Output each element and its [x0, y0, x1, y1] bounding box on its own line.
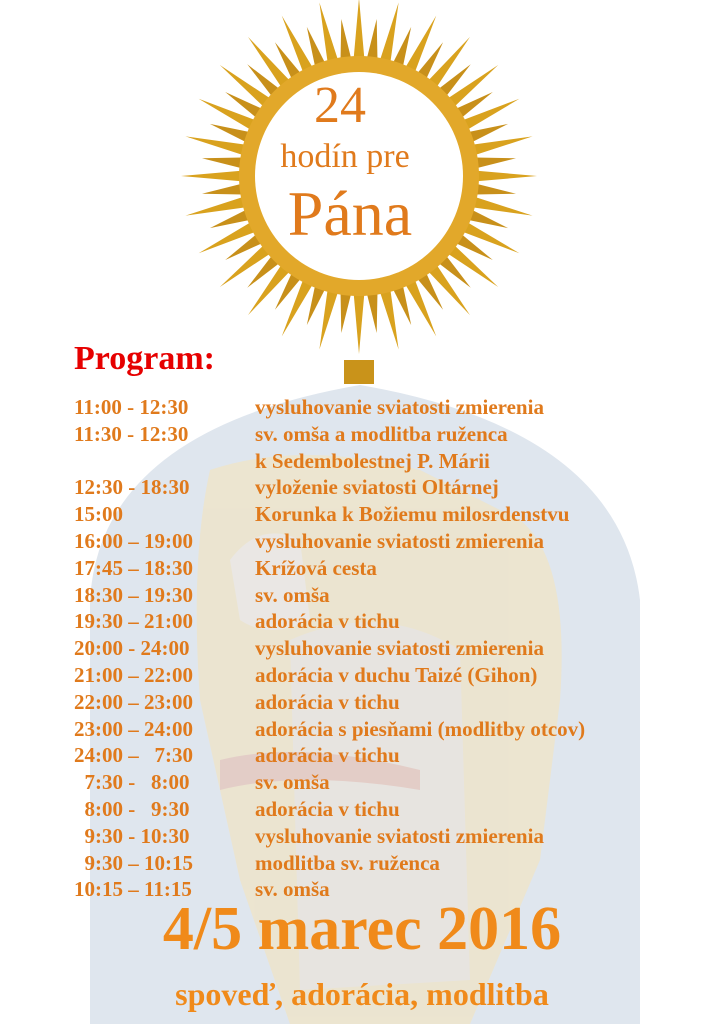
schedule-time: 7:30 - 8:00 [74, 770, 190, 795]
schedule-activity: vysluhovanie sviatosti zmierenia [255, 823, 544, 848]
schedule-time: 9:30 - 10:30 [74, 823, 190, 848]
schedule-time: 24:00 – 7:30 [74, 743, 193, 768]
sunburst-ray [428, 37, 470, 87]
schedule-row [74, 743, 674, 770]
schedule-time: 16:00 – 19:00 [74, 528, 193, 553]
schedule-time: 18:30 – 19:30 [74, 582, 193, 607]
title-line-hours: hodín pre [280, 138, 410, 175]
schedule-activity: adorácia s piesňami (modlitby otcov) [255, 716, 586, 741]
sunburst-ray [210, 210, 250, 228]
sunburst-ray [220, 65, 270, 107]
schedule-time: 21:00 – 22:00 [74, 662, 193, 687]
sunburst-ray [428, 265, 470, 315]
schedule-row [74, 717, 674, 744]
schedule-activity: sv. omša [255, 582, 330, 607]
schedule-time: 12:30 - 18:30 [74, 475, 190, 500]
sunburst-ray [367, 293, 378, 333]
sunburst-ray [354, 294, 365, 354]
schedule-time: 19:30 – 21:00 [74, 609, 193, 634]
schedule-activity: vysluhovanie sviatosti zmierenia [255, 395, 544, 419]
schedule-activity: vysluhovanie sviatosti zmierenia [255, 528, 544, 553]
sunburst-ray [473, 136, 533, 155]
schedule-row [74, 449, 674, 476]
schedule-row [74, 770, 674, 797]
schedule-row [74, 690, 674, 717]
sunburst-ray [341, 293, 352, 333]
schedule-time: 10:15 – 11:15 [74, 877, 192, 902]
sunburst-ray [448, 245, 498, 287]
schedule-activity: adorácia v tichu [255, 743, 400, 768]
schedule-activity: vyloženie sviatosti Oltárnej [255, 475, 499, 500]
sunburst-ray [210, 124, 250, 142]
schedule-activity: Krížová cesta [255, 555, 377, 580]
sunburst-ray [448, 65, 498, 107]
schedule-activity: adorácia v tichu [255, 609, 400, 634]
schedule-time: 11:30 - 12:30 [74, 421, 189, 446]
schedule-time: 20:00 - 24:00 [74, 636, 190, 661]
schedule-row [74, 636, 674, 663]
sunburst-ray [185, 197, 245, 216]
program-heading: Program: [74, 340, 215, 377]
sunburst-ray [202, 158, 242, 169]
schedule-activity: adorácia v tichu [255, 796, 400, 821]
schedule-time: 17:45 – 18:30 [74, 555, 193, 580]
schedule-row [74, 851, 674, 878]
sunburst-ray [248, 265, 290, 315]
sunburst-ray [220, 245, 270, 287]
title-number: 24 [314, 77, 366, 134]
schedule-time: 23:00 – 24:00 [74, 716, 193, 741]
schedule-row [74, 502, 674, 529]
schedule-row [74, 824, 674, 851]
schedule-row [74, 529, 674, 556]
schedule-activity: modlitba sv. ruženca [255, 850, 440, 875]
schedule-row [74, 395, 674, 422]
sunburst-ray [181, 171, 241, 182]
schedule-list [74, 395, 674, 904]
title-line-lord: Pána [287, 178, 413, 249]
sunburst-ray [473, 197, 533, 216]
schedule-activity: Korunka k Božiemu milosrdenstvu [255, 502, 570, 527]
sunburst-ray [380, 290, 399, 350]
event-subtitle: spoveď, adorácia, modlitba [175, 976, 549, 1012]
schedule-row [74, 422, 674, 449]
schedule-time: 15:00 [74, 502, 123, 527]
sunburst-ray [319, 290, 338, 350]
sunburst-ray [341, 19, 352, 59]
schedule-time: 22:00 – 23:00 [74, 689, 193, 714]
schedule-row [74, 663, 674, 690]
sunburst-ray [319, 2, 338, 62]
schedule-time: 9:30 – 10:15 [74, 850, 193, 875]
sunburst-ray [248, 37, 290, 87]
sunburst-ray [393, 286, 411, 326]
sunburst-ray [367, 19, 378, 59]
sunburst-ray [202, 184, 242, 195]
schedule-activity: sv. omša a modlitba ruženca [255, 421, 508, 446]
sunburst-ray [476, 158, 516, 169]
schedule-row [74, 475, 674, 502]
sunburst-ray [477, 171, 537, 182]
schedule-row [74, 556, 674, 583]
sunburst-ray [307, 286, 325, 326]
sunburst-ray [354, 0, 365, 58]
schedule-row [74, 797, 674, 824]
schedule-activity: k Sedembolestnej P. Márii [255, 448, 490, 473]
schedule-row [74, 609, 674, 636]
schedule-time: 11:00 - 12:30 [74, 395, 189, 419]
sunburst-ray [185, 136, 245, 155]
schedule-row [74, 583, 674, 610]
sunburst-ray [307, 27, 325, 67]
schedule-activity: sv. omša [255, 770, 330, 795]
sunburst-ray [380, 2, 399, 62]
sunburst-ray [476, 184, 516, 195]
event-date: 4/5 marec 2016 [162, 895, 562, 963]
schedule-activity: adorácia v tichu [255, 689, 400, 714]
schedule-time: 8:00 - 9:30 [74, 796, 190, 821]
schedule-activity: adorácia v duchu Taizé (Gihon) [255, 662, 538, 687]
sunburst-ray [469, 124, 509, 142]
schedule-activity: vysluhovanie sviatosti zmierenia [255, 636, 544, 661]
monstrance-stem [344, 360, 374, 384]
schedule-activity: sv. omša [255, 877, 330, 902]
sunburst-ray [393, 27, 411, 67]
sunburst-ray [469, 210, 509, 228]
